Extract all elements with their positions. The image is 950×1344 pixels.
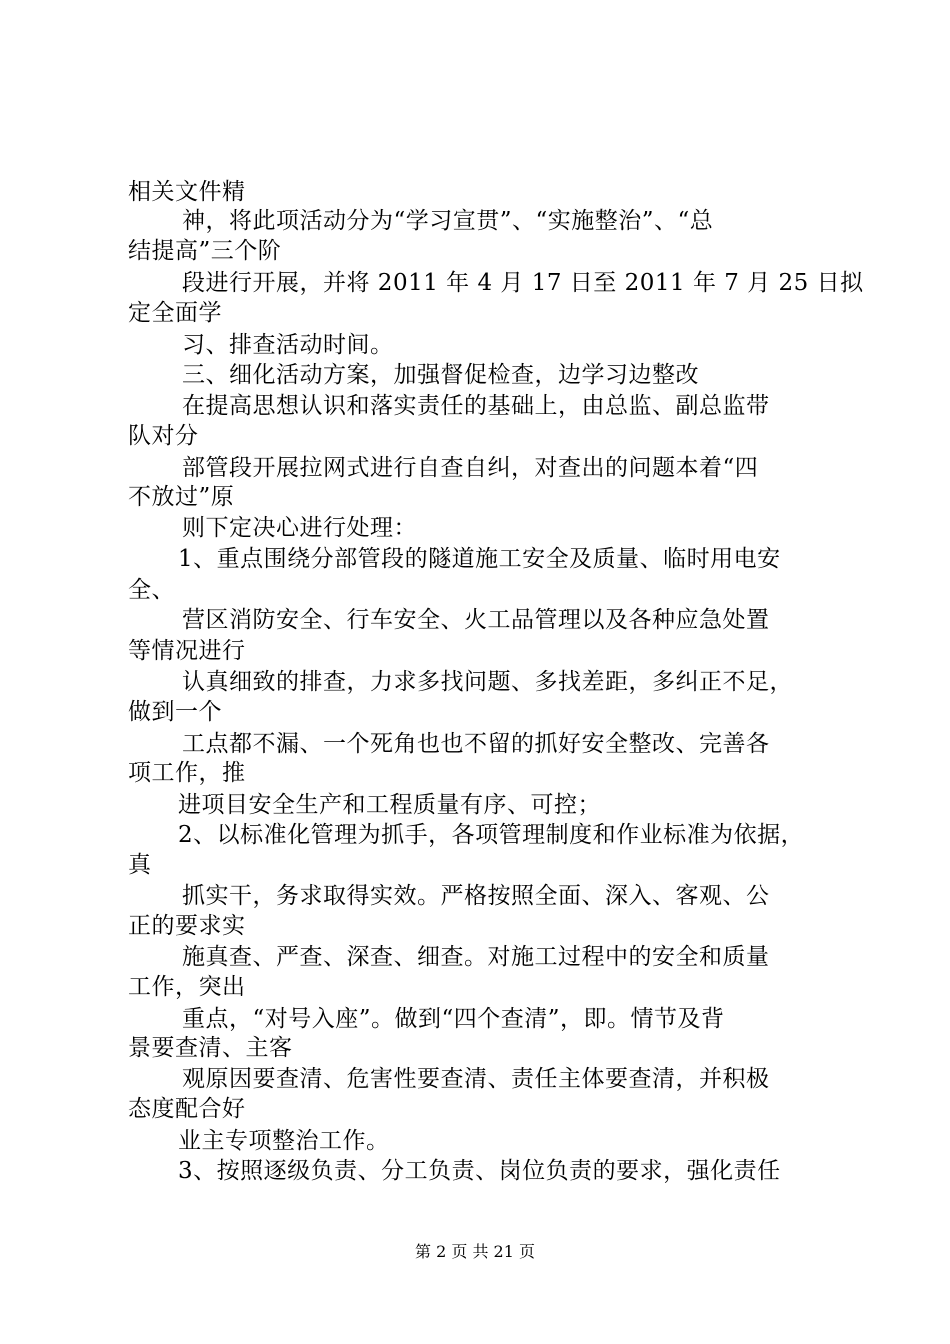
text-line: 重点，“对号入座”。做到“四个查清”，即。情节及背 <box>182 1006 725 1032</box>
text-line: 结提高”三个阶 <box>128 238 282 264</box>
text-line: 段进行开展，并将 2011 年 4 月 17 日至 2011 年 7 月 25 日拟 <box>182 270 864 296</box>
text-line: 景要查清、主客 <box>128 1035 293 1061</box>
text-line: 神，将此项活动分为“学习宣贯”、“实施整治”、“总 <box>182 208 714 234</box>
text-line: 定全面学 <box>128 300 222 326</box>
page-footer: 第 2 页 共 21 页 <box>415 1242 535 1261</box>
text-line: 部管段开展拉网式进行自查自纠，对查出的问题本着“四 <box>182 455 759 481</box>
text-line: 习、排查活动时间。 <box>182 332 394 358</box>
text-line: 项工作，推 <box>128 760 246 786</box>
text-line: 工点都不漏、一个死角也也不留的抓好安全整改、完善各 <box>182 731 770 757</box>
text-line: 全、 <box>128 577 175 603</box>
text-line: 认真细致的排查，力求多找问题、多找差距，多纠正不足， <box>182 669 793 695</box>
text-line: 真 <box>128 852 152 878</box>
text-line: 营区消防安全、行车安全、火工品管理以及各种应急处置 <box>182 607 770 633</box>
text-line: 在提高思想认识和落实责任的基础上，由总监、副总监带 <box>182 393 770 419</box>
text-line: 相关文件精 <box>128 179 246 205</box>
text-line: 不放过”原 <box>128 484 235 510</box>
text-line: 抓实干，务求取得实效。严格按照全面、深入、客观、公 <box>182 883 770 909</box>
text-line: 等情况进行 <box>128 638 246 664</box>
text-line: 做到一个 <box>128 699 222 725</box>
list-item-1: 1、重点围绕分部管段的隧道施工安全及质量、临时用电安 <box>178 546 781 572</box>
list-item-3: 3、按照逐级负责、分工负责、岗位负责的要求，强化责任 <box>178 1158 781 1184</box>
text-line: 态度配合好 <box>128 1096 246 1122</box>
text-line: 正的要求实 <box>128 913 246 939</box>
text-line: 业主专项整治工作。 <box>178 1128 390 1154</box>
text-line: 则下定决心进行处理： <box>182 515 417 541</box>
text-line: 工作，突出 <box>128 974 246 1000</box>
text-line: 观原因要查清、危害性要查清、责任主体要查清，并积极 <box>182 1066 770 1092</box>
section-heading: 三、细化活动方案，加强督促检查，边学习边整改 <box>182 362 699 388</box>
text-line: 施真查、严查、深查、细查。对施工过程中的安全和质量 <box>182 944 770 970</box>
list-item-2: 2、以标准化管理为抓手，各项管理制度和作业标准为依据， <box>178 822 805 848</box>
text-line: 进项目安全生产和工程质量有序、可控； <box>178 792 601 818</box>
text-line: 队对分 <box>128 423 199 449</box>
